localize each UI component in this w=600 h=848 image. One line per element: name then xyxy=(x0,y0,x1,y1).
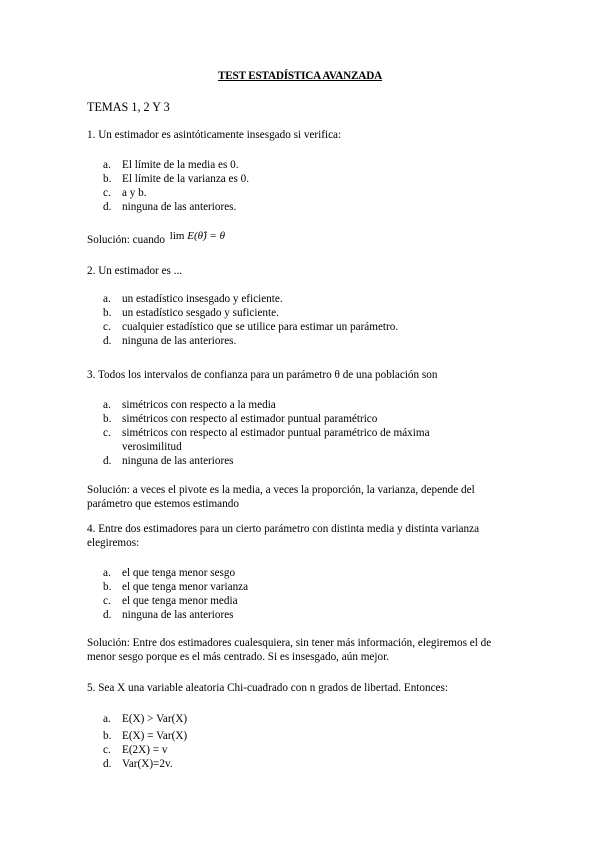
question-4-text: 4. Entre dos estimadores para un cierto parámetro con distinta media y distinta varianza elegiremos: xyxy=(87,523,480,549)
question-4-solution xyxy=(87,636,517,664)
question-3-solution xyxy=(87,483,517,511)
option: b. un estadístico sesgado y suficiente. xyxy=(103,307,279,319)
option: c. el que tenga menor media xyxy=(103,595,238,607)
solution-formula: lim E(θ̂) = θ xyxy=(169,230,225,242)
option: d. ninguna de las anteriores xyxy=(103,609,234,621)
question-1-text: 1. Un estimador es asintóticamente insesgado si verifica: xyxy=(87,129,342,141)
option: a. el que tenga menor sesgo xyxy=(103,567,236,579)
option: d. ninguna de las anteriores. xyxy=(103,335,237,347)
solution-text: Solución: Entre dos estimadores cualesquiera, sin tener más información, elegiremos el de menor sesgo porque es el más centrado. Si es insesgado, aún mejor. xyxy=(87,637,492,663)
option: c. cualquier estadístico que se utilice para estimar un parámetro. xyxy=(103,321,399,333)
option: c. simétricos con respecto al estimador puntual paramétrico de máxima verosimilitud xyxy=(103,427,430,453)
question-3-options xyxy=(87,398,517,468)
option: a. El límite de la media es 0. xyxy=(103,159,239,171)
question-2-options xyxy=(87,292,517,348)
option: b. El límite de la varianza es 0. xyxy=(103,173,250,185)
option: a. E(X) > Var(X) xyxy=(103,713,188,725)
question-5-text: 5. Sea X una variable aleatoria Chi-cuadrado con n grados de libertad. Entonces: xyxy=(87,682,448,694)
option: c. E(2X) = v xyxy=(103,744,168,756)
question-4 xyxy=(87,522,517,622)
question-5-options xyxy=(87,712,517,771)
option: b. E(X) = Var(X) xyxy=(103,730,188,742)
option: a. un estadístico insesgado y eficiente. xyxy=(103,293,283,305)
question-3 xyxy=(87,368,517,468)
question-1-solution xyxy=(87,230,517,247)
option: d. Var(X)=2v. xyxy=(103,758,173,770)
solution-text: Solución: cuando xyxy=(87,234,165,246)
option: d. ninguna de las anteriores xyxy=(103,455,234,467)
option: b. el que tenga menor varianza xyxy=(103,581,249,593)
question-2 xyxy=(87,264,517,348)
question-5 xyxy=(87,681,517,695)
question-4-options xyxy=(87,566,517,622)
option: b. simétricos con respecto al estimador puntual paramétrico xyxy=(103,413,378,425)
option: a. simétricos con respecto a la media xyxy=(103,399,276,411)
option: c. a y b. xyxy=(103,187,147,199)
question-5-options-block xyxy=(87,712,517,771)
question-1-options xyxy=(87,158,517,214)
question-1 xyxy=(87,128,517,214)
solution-text: Solución: a veces el pivote es la media, a veces la proporción, la varianza, depende del parámetro que estemos estimando xyxy=(87,484,475,510)
question-2-text: 2. Un estimador es ... xyxy=(87,265,183,277)
option: d. ninguna de las anteriores. xyxy=(103,201,237,213)
question-3-text: 3. Todos los intervalos de confianza para un parámetro θ de una población son xyxy=(87,369,438,381)
document-title: TEST ESTADÍSTICA AVANZADA xyxy=(218,70,382,82)
topics-heading: TEMAS 1, 2 Y 3 xyxy=(87,100,170,114)
